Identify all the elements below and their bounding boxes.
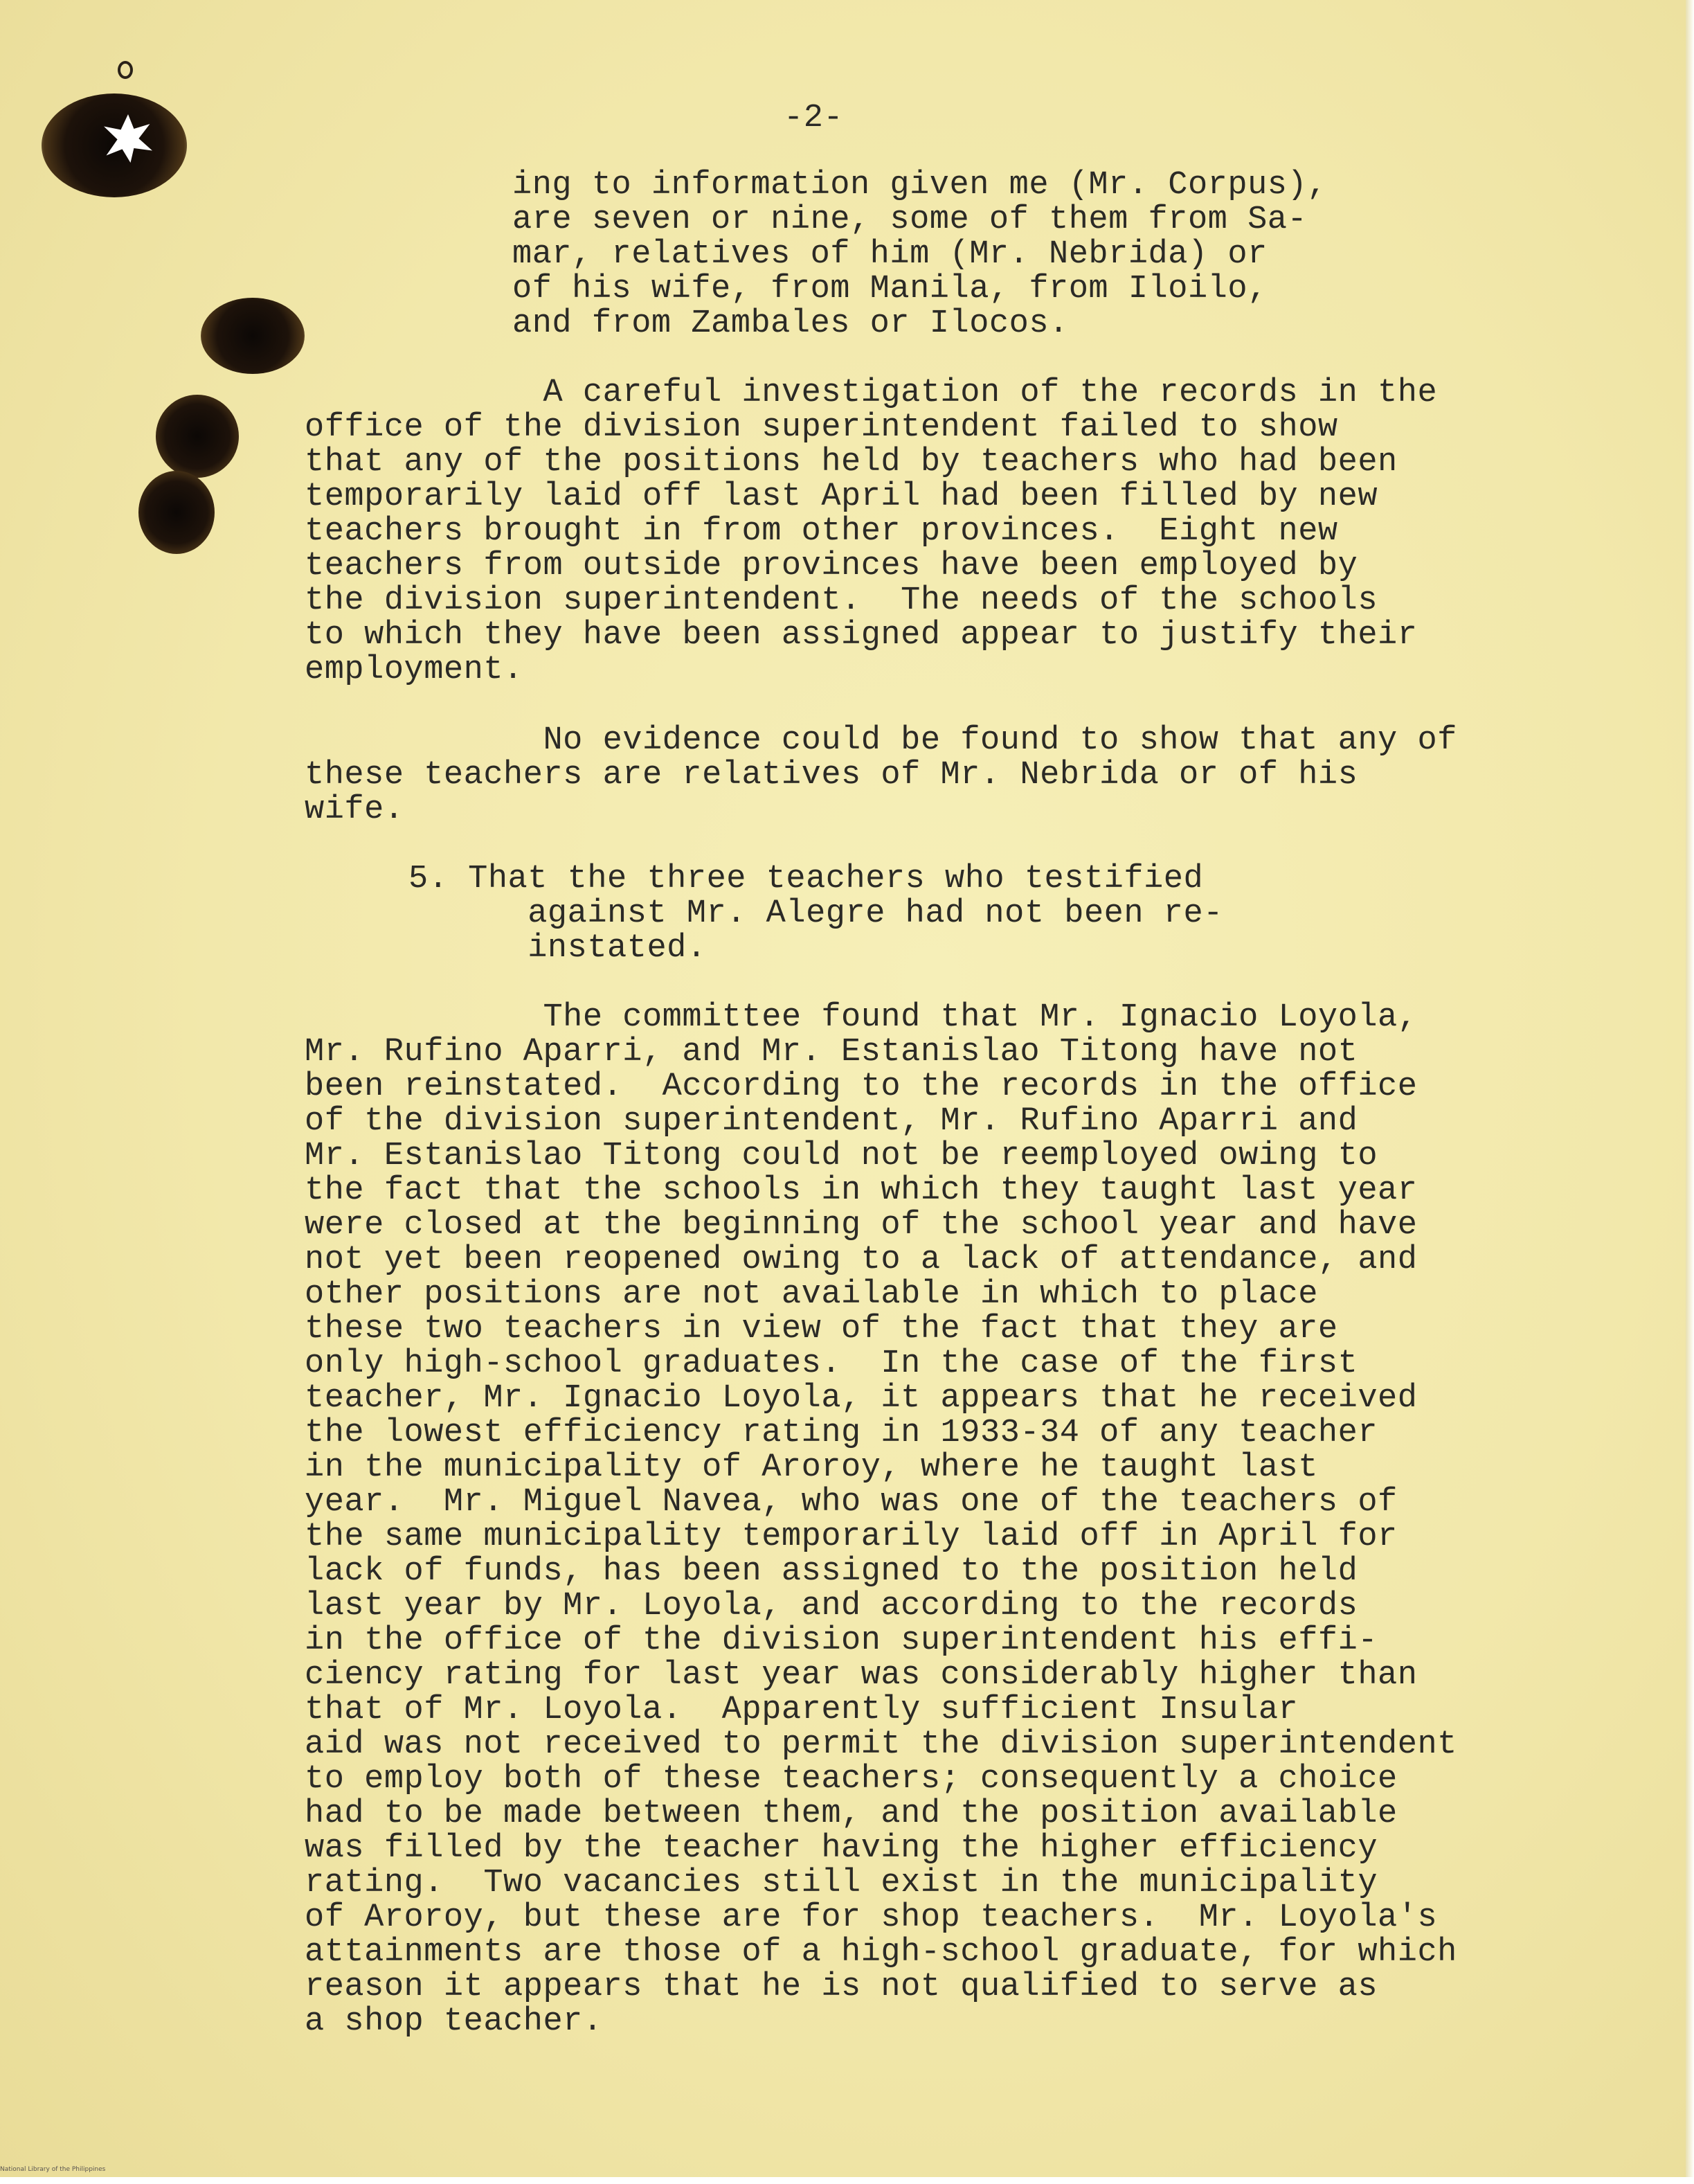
paragraph-committee-finding: The committee found that Mr. Ignacio Loyola, Mr. Rufino Aparri, and Mr. Estanislao Titong have not been reinstated. According to the records in the office of the division superintendent, Mr. Rufino Aparri and Mr. Estanislao Titong could not be reemployed owing to the fact that the schools in which they taught last year were closed at the beginning of the school year and have not yet been reopened owing to a lack of attendance, and other positions are not available in which to place these two teachers in view of the fact that they are only high-school graduates. In the case of the first teacher, Mr. Ignacio Loyola, it appears that he received the lowest efficiency rating in 1933-34 of any teacher in the municipality of Aroroy, where he taught last year. Mr. Miguel Navea, who was one of the teachers of the same municipality temporarily laid off in April for lack of funds, has been assigned to the position held last year by Mr. Loyola, and according to the records in the office of the division superintendent his effi- ciency rating for last year was considerably higher than that of Mr. Loyola. Apparently sufficient Insular aid was not received to permit the division superintendent to employ both of these teachers; consequently a choice had to be made between them, and the position available was filled by the teacher having the higher efficiency rating. Two vacancies still exist in the municipality of Aroroy, but these are for shop teachers. Mr. Loyola's attainments are those of a high-school graduate, for which reason it appears that he is not qualified to serve as a shop teacher.: [305, 999, 1457, 2040]
archive-footer-note: National Library of the Philippines: [0, 2166, 106, 2173]
paragraph-continuation: ing to information given me (Mr. Corpus), are seven or nine, some of them from Sa- mar, relatives of him (Mr. Nebrida) or of his wife, from Manila, from Iloilo, and from Zambales or Ilocos.: [512, 167, 1327, 342]
paragraph-investigation: A careful investigation of the records in the office of the division superintendent failed to show that any of the positions held by teachers who had been temporarily laid off last April had been filled by new teachers brought in from other provinces. Eight new teachers from outside provinces have been employed by the division superintendent. The needs of the schools to which they have been assigned appear to justify their employment.: [305, 375, 1438, 688]
burn-spot-lower: [138, 471, 215, 554]
page-edge-right: [1686, 0, 1694, 2184]
page-number: -2-: [784, 100, 844, 136]
burn-spot-middle: [156, 395, 239, 478]
paragraph-no-evidence: No evidence could be found to show that any of these teachers are relatives of Mr. Nebrida or of his wife.: [305, 722, 1457, 828]
page-edge-bottom: [0, 2177, 1694, 2184]
numbered-item-5: 5. That the three teachers who testified against Mr. Alegre had not been re- instated.: [408, 861, 1223, 967]
burn-spot-upper: [201, 298, 305, 374]
punch-ring-mark: [118, 61, 133, 79]
